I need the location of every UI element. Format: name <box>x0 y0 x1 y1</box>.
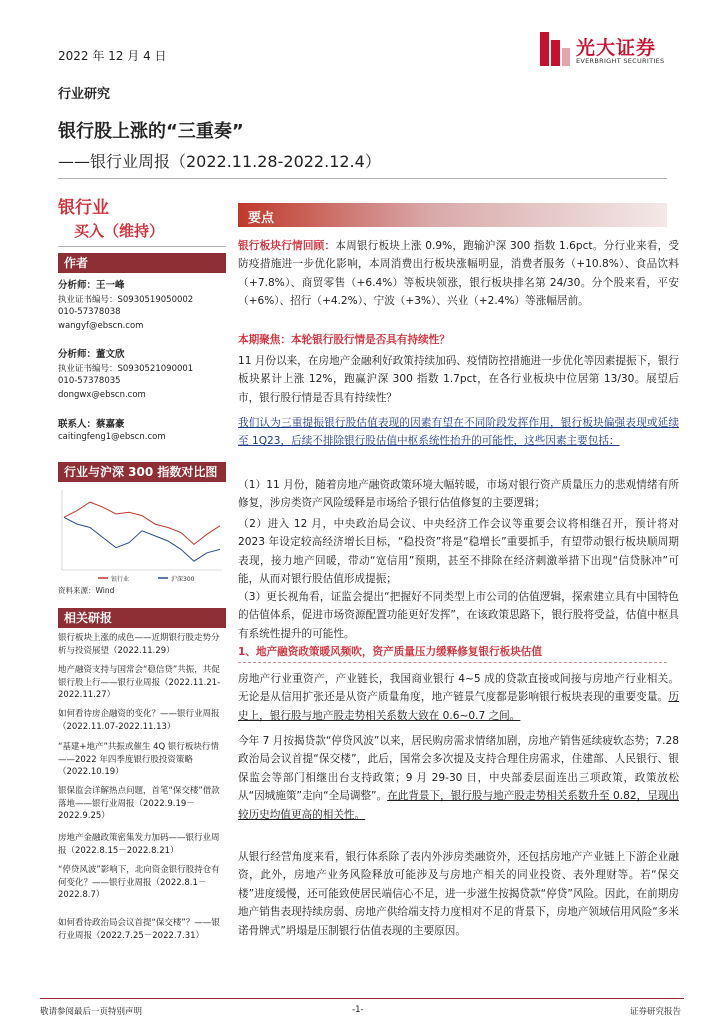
paragraph-7 <box>238 670 679 725</box>
chart-series-line-2 <box>64 517 220 561</box>
paragraph-3: 我们认为三重提振银行股估值表现的因素有望在不同阶段发挥作用，银行板块偏强表现或延续至 1Q23，后续不排除银行股估值中枢系统性抬升的可能性，这些因素主要包括： <box>238 417 679 448</box>
paragraph-6: （3）更长视角看，证监会提出“把握好不同类型上市公司的估值逻辑，探索建立具有中国特色的估值体系，促进市场资源配置功能更好发挥”，在该政策思路下，银行股将受益，估值中枢具有系统性提升的可能性。 <box>238 591 679 640</box>
contact-block <box>58 416 166 446</box>
related-report-4[interactable]: “基建+地产”共振或催生 4Q 银行板块行情——2022 年四季度银行股投资策略（2022.10.19） <box>58 742 219 777</box>
paragraph-9: 从银行经营角度来看，银行体系除了表内外涉房类融资外，还包括房地产产业链上下游企业融资，此外，房地产业务风险释放可能涉及与房地产相关的同业投资、表外理财等。若“保交楼”进度缓慢，还可能致使居民端信心不足，进一步滋生按揭贷款“停贷”风险。因此，在前期房地产销售表现持续房弱、房地产供给端支持力度相对不足的背景下，房地产领域信用风险“多米诺骨牌式”坍塌是压制银行估值表现的主要原因。 <box>238 851 679 937</box>
paragraph-7-underlined: 历史上，银行股与地产股走势相关系数大致在 0.6~0.7 之间。 <box>238 691 679 722</box>
related-report-8[interactable]: 如何看待政治局会议首提“保交楼”？——银行业周报（2022.7.25－2022.7.31） <box>58 918 220 941</box>
page-number: -1- <box>352 1005 364 1015</box>
report-subtitle: ——银行业周报（2022.11.28-2022.12.4） <box>58 152 381 171</box>
chart-series-line-1 <box>64 502 220 544</box>
related-report-3[interactable]: 如何看待房企融资的变化？——银行业周报（2022.11.07-2022.11.13） <box>58 709 220 732</box>
paragraph-5: （2）进入 12 月，中央政治局会议、中央经济工作会议等重要会议将相继召开，预计将对 2023 年设定较高经济增长目标，“稳投资”将是“稳增长”重要抓手，有望带动银行板块顺周期表现，接力地产回暖，带动“宽信用”预期，甚至不排除在经济刺激举措下出现“信贷脉冲”可能，从而对银行股估值形成提振； <box>238 518 679 586</box>
paragraph-8-text: 今年 7 月按揭贷款“停贷风波”以来，居民购房需求情绪加剧，房地产销售延续疲软态势；7.28 政治局会议首提“保交楼”，此后，国常会多次提及支持合理住房需求，住建部、人民银行、银保监会等部门相继出台支持政策；9 月 29-30 日，中央部委层面连出三项政策，政策放松从“因城施策”走向“全局调整”。 <box>238 735 679 803</box>
sector-name: 银行业 <box>58 198 109 218</box>
chart-legend-label: 沪深300 <box>171 576 195 583</box>
chart-svg <box>58 486 226 584</box>
paragraph-8-underlined: 在此背景下，银行股与地产股走势相关系数升至 0.82，呈现出较历史均值更高的相关性。 <box>238 790 679 821</box>
contact-email[interactable]: caitingfeng1@ebscn.com <box>58 432 166 442</box>
paragraph-2: 11 月份以来，在房地产金融利好政策持续加码、疫情防控措施进一步优化等因素提振下，银行板块累计上涨 12%，跑赢沪深 300 指数 1.7pct，在各行业板块中位居第 13/30。展望后市，银行股行情是否具有持续性？ <box>238 355 679 404</box>
related-report-7[interactable]: “停贷风波”影响下，北向资金银行股持仓有何变化？——银行业周报（2022.8.1－2022.8.7） <box>58 865 220 900</box>
footer-disclaimer[interactable]: 敬请参阅最后一页特别声明 <box>40 1007 143 1017</box>
focus-title: 本期聚焦：本轮银行股行情是否具有持续性？ <box>238 334 450 346</box>
analyst-email[interactable]: wangyf@ebscn.com <box>58 321 144 331</box>
contact-name-line <box>58 416 166 432</box>
sidebar-divider <box>58 246 226 247</box>
analyst-email[interactable]: dongwx@ebscn.com <box>58 390 146 400</box>
chart-source: 资料来源：Wind <box>58 586 115 595</box>
analyst-phone: 010-57378038 <box>58 307 121 317</box>
related-heading: 相关研报 <box>58 608 226 628</box>
analyst-phone: 010-57378035 <box>58 376 121 386</box>
analyst-title: 分析师： <box>58 280 97 291</box>
related-report-2[interactable]: 地产融资支持与国常会“稳信贷”共振，共促银行股上行——银行业周报（2022.11.21-2022.11.27） <box>58 665 221 700</box>
paragraph-4: （1）11 月份，随着房地产融资政策环境大幅转暖，市场对银行资产质量压力的悲观情绪有所修复，涉房类资产风险缓释是市场给予银行估值修复的主要逻辑； <box>238 479 679 510</box>
logo-text-en: EVERBRIGHT SECURITIES <box>576 57 665 65</box>
paragraph-7-text: 房地产行业重资产，产业链长，我国商业银行 4~5 成的贷款直接或间接与房地产行业相关。无论是从信用扩张还是从资产质量角度，地产链景气度都是影响银行板块表现的重要变量。 <box>238 673 679 704</box>
market-review-paragraph <box>238 237 679 311</box>
analyst-block-2 <box>58 346 193 404</box>
related-report-6[interactable]: 房地产金融政策密集发力加码——银行业周报（2022.8.15－2022.8.21） <box>58 833 220 856</box>
related-report-1[interactable]: 银行板块上涨的成色——近期银行股走势分析与投资展望（2022.11.29） <box>58 633 220 656</box>
paragraph-8 <box>238 732 679 824</box>
section-1-divider <box>238 662 667 663</box>
summary-banner <box>238 203 667 227</box>
market-review-text: 本周银行板块上涨 0.9%，跑输沪深 300 指数 1.6pct。分行业来看，受防疫措施进一步优化影响，本周消费出行板块涨幅明显，消费者服务（+10.8%）、食品饮料（+7.8%）、商贸零售（+6.4%）等板块领涨，银行板块排名第 24/30。分个股来看，平安（+6%）、招行（+4.2%）、宁波（+3%）、兴业（+2.4%）等涨幅居前。 <box>238 240 680 308</box>
company-logo <box>540 30 690 70</box>
chart-heading: 行业与沪深 300 指数对比图 <box>58 462 226 482</box>
author-heading: 作者 <box>58 253 226 273</box>
rating: 买入（维持） <box>74 222 165 240</box>
contact-name: 蔡嘉豪 <box>96 419 125 430</box>
analyst-block-1 <box>58 277 193 335</box>
report-category: 行业研究 <box>58 87 111 102</box>
contact-title: 联系人： <box>58 419 97 430</box>
index-comparison-chart <box>58 486 226 584</box>
report-title: 银行股上涨的“三重奏” <box>58 121 244 142</box>
analyst-title: 分析师： <box>58 349 97 360</box>
market-review-label: 银行板块行情回顾： <box>238 240 336 252</box>
report-date: 2022 年 12 月 4 日 <box>58 49 167 63</box>
analyst-name-line <box>58 346 193 362</box>
analyst-name: 董文欣 <box>96 349 125 360</box>
chart-legend-label: 银行业 <box>111 576 130 583</box>
analyst-name: 王一峰 <box>96 280 125 291</box>
analyst-name-line <box>58 277 193 293</box>
analyst-cert: 执业证书编号：S0930521090001 <box>58 364 194 374</box>
summary-banner-label: 要点 <box>248 211 275 226</box>
section-1-heading: 1、地产融资政策暖风频吹，资产质量压力缓释修复银行板块估值 <box>238 646 542 658</box>
logo-text-cn: 光大证券 <box>576 37 657 59</box>
logo-mark-icon <box>540 32 570 66</box>
footer-series: 证券研究报告 <box>630 1007 682 1017</box>
analyst-cert: 执业证书编号：S0930519050002 <box>58 295 194 305</box>
header-divider <box>58 178 667 179</box>
footer-divider <box>40 998 684 999</box>
related-report-5[interactable]: 银保监会详解热点问题，首笔“保交楼”借款落地——银行业周报（2022.9.19－2022.9.25） <box>58 786 220 821</box>
